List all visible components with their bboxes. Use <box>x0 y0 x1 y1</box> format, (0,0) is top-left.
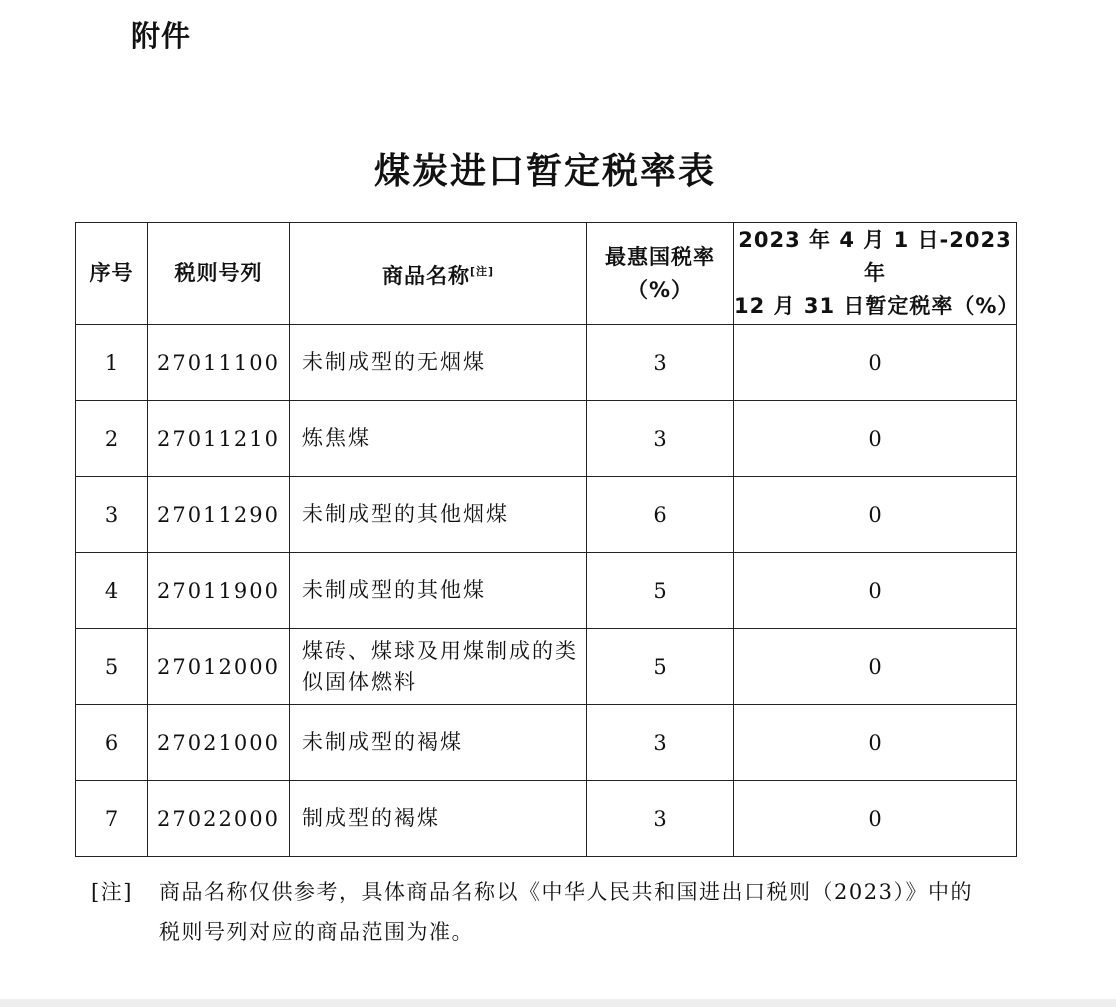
table-row <box>76 401 1017 477</box>
header-temporary-rate-line1: 2023 年 4 月 1 日-2023 年 <box>738 228 1012 285</box>
header-product-name-label: 商品名称 <box>381 263 470 288</box>
cell-seq: 2 <box>76 401 148 477</box>
cell-temporary-rate: 0 <box>734 401 1017 477</box>
footnote-marker: [注] <box>91 880 133 904</box>
header-note-marker: [注] <box>469 264 495 278</box>
cell-temporary-rate: 0 <box>734 629 1017 705</box>
cell-temporary-rate: 0 <box>734 705 1017 781</box>
table-row <box>76 325 1017 401</box>
cell-product-name: 未制成型的无烟煤 <box>290 325 587 401</box>
cell-tariff-code: 27011100 <box>148 325 290 401</box>
cell-tariff-code: 27011290 <box>148 477 290 553</box>
cell-seq: 5 <box>76 629 148 705</box>
header-mfn-rate <box>587 223 734 325</box>
cell-mfn-rate: 3 <box>587 325 734 401</box>
cell-tariff-code: 27011900 <box>148 553 290 629</box>
cell-product-name: 未制成型的褐煤 <box>290 705 587 781</box>
cell-tariff-code: 27022000 <box>148 781 290 857</box>
footnote <box>91 872 1031 952</box>
cell-product-name: 未制成型的其他煤 <box>290 553 587 629</box>
cell-temporary-rate: 0 <box>734 477 1017 553</box>
footnote-text-2: 税则号列对应的商品范围为准。 <box>159 920 474 944</box>
coal-tariff-table <box>75 222 1020 857</box>
header-temporary-rate-line2: 12 月 31 日暂定税率（%） <box>734 294 1020 318</box>
cell-seq: 1 <box>76 325 148 401</box>
header-product-name <box>290 223 587 325</box>
page-title: 煤炭进口暂定税率表 <box>373 151 716 192</box>
footnote-text-1: 商品名称仅供参考，具体商品名称以《中华人民共和国进出口税则（2023）》中的 <box>159 880 973 904</box>
header-temporary-rate <box>734 223 1020 325</box>
footnote-line-1 <box>91 872 1031 912</box>
cell-mfn-rate: 3 <box>587 401 734 477</box>
table-row <box>76 705 1017 781</box>
cell-temporary-rate: 0 <box>734 553 1017 629</box>
attachment-label: 附件 <box>131 19 192 53</box>
header-tariff-code: 税则号列 <box>148 223 290 325</box>
table-row <box>76 553 1017 629</box>
cell-tariff-code: 27021000 <box>148 705 290 781</box>
table-row <box>76 477 1017 553</box>
header-seq: 序号 <box>76 223 148 325</box>
page-bottom-edge <box>0 999 1116 1007</box>
cell-seq: 6 <box>76 705 148 781</box>
cell-product-name: 炼焦煤 <box>290 401 587 477</box>
cell-tariff-code: 27011210 <box>148 401 290 477</box>
cell-seq: 7 <box>76 781 148 857</box>
cell-mfn-rate: 5 <box>587 629 734 705</box>
table-row <box>76 781 1017 857</box>
cell-seq: 3 <box>76 477 148 553</box>
table-header-row <box>76 223 1017 325</box>
cell-temporary-rate: 0 <box>734 325 1017 401</box>
cell-temporary-rate: 0 <box>734 781 1017 857</box>
cell-seq: 4 <box>76 553 148 629</box>
cell-product-name: 未制成型的其他烟煤 <box>290 477 587 553</box>
cell-mfn-rate: 3 <box>587 705 734 781</box>
cell-mfn-rate: 5 <box>587 553 734 629</box>
cell-tariff-code: 27012000 <box>148 629 290 705</box>
cell-product-name: 制成型的褐煤 <box>290 781 587 857</box>
table-row <box>76 629 1017 705</box>
cell-mfn-rate: 6 <box>587 477 734 553</box>
header-mfn-rate-line2: （%） <box>626 277 694 302</box>
cell-product-name: 煤砖、煤球及用煤制成的类似固体燃料 <box>290 629 587 705</box>
cell-mfn-rate: 3 <box>587 781 734 857</box>
header-mfn-rate-line1: 最惠国税率 <box>605 244 715 269</box>
